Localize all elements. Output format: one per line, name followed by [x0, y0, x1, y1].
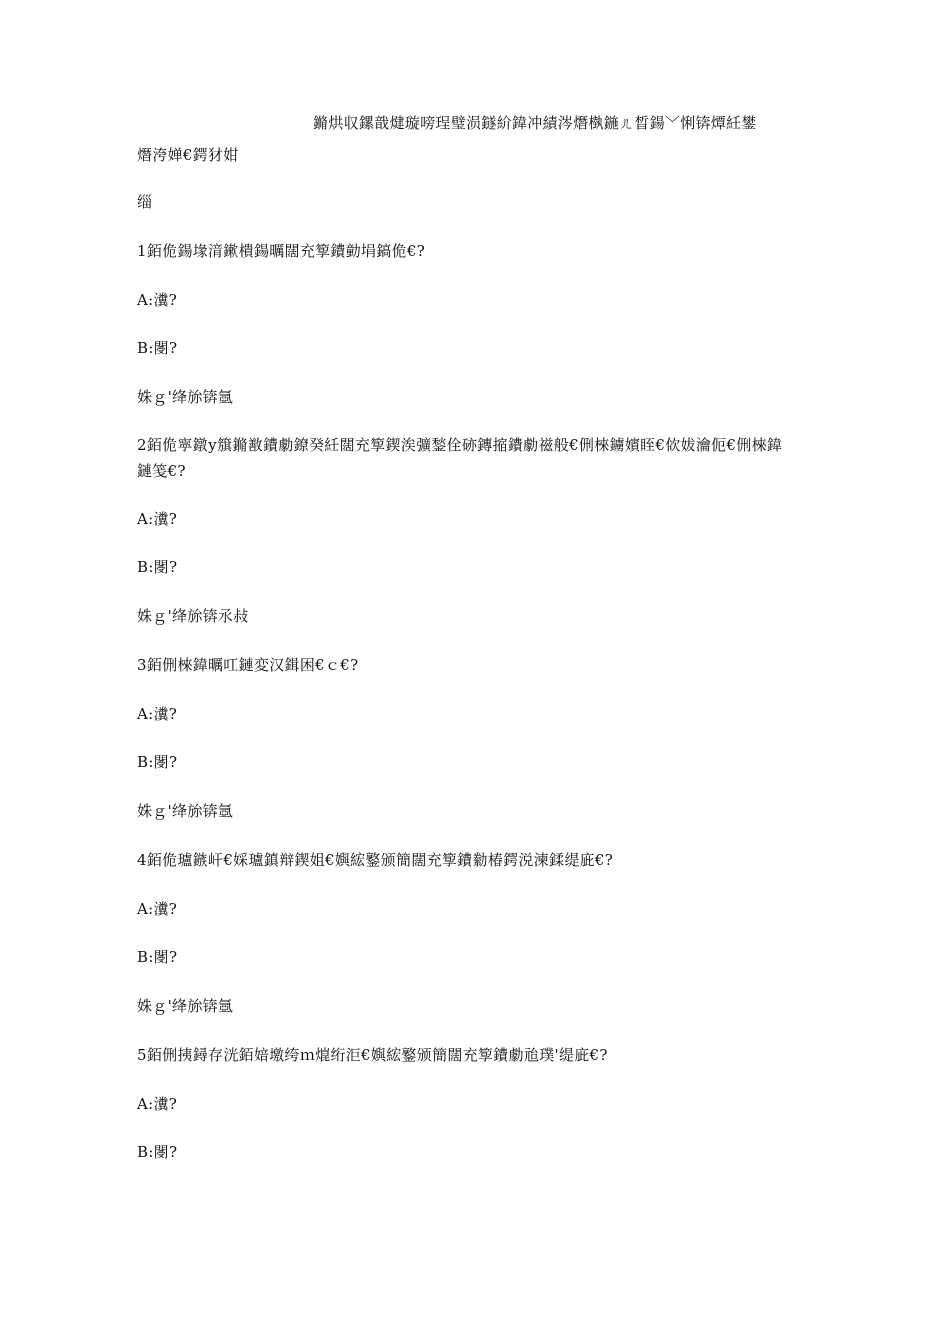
document-title-line-2: 熸洿婵€鍔犲姏	[137, 146, 239, 164]
question-1-option-b: B:閿?	[137, 339, 178, 357]
section-marker: 缁	[137, 193, 153, 211]
question-2-text-line-1: 2銆佹寜鐓у簱鏅敾鐨勮鐐癸紝闊充箰鍥涘彍鍫佺硛鏄摍鐨勮禌般€侀棶鐪嬪眰€佽妭瀹伌€侀棶鍏	[137, 436, 783, 454]
question-2-text-line-2: 鏈笺€?	[137, 462, 186, 480]
question-2-answer: 姝ｇ'绛旀锛氶敊	[137, 607, 249, 625]
question-5-text: 5銆侀挗鐞存洸銆婄墽绔ｍ熴绗洰€嬩綋鐜颁簡闊充箰鐨勮兘璞'缇庛€?	[137, 1046, 608, 1064]
question-3-text: 3銆侀棶鍏曞叿鏈変汉鍓困€ｃ€?	[137, 656, 359, 674]
question-3-answer: 姝ｇ'绛旀锛氬	[137, 802, 234, 820]
question-4-answer: 姝ｇ'绛旀锛氬	[137, 997, 234, 1015]
document-title-line-1: 鏅烘収鏍戠煡璇嗙珵璧涢鐩紒鍏冲績涔熸槸鍦ㄦ晳鍚﹀悧锛燂紝鐢	[313, 114, 757, 132]
question-1-answer: 姝ｇ'绛旀锛氬	[137, 388, 234, 406]
question-5-option-a: A:瀵?	[137, 1095, 178, 1113]
question-4-option-b: B:閿?	[137, 948, 178, 966]
question-1-text: 1銆佹鍚堟湇鏉樻鍚曞闊充箰鐨勭埍鎬佹€?	[137, 242, 426, 260]
question-3-option-b: B:閿?	[137, 753, 178, 771]
question-3-option-a: A:瀵?	[137, 705, 178, 723]
question-4-text: 4銆佹瓐鏃屽€婇瓐鎮辩鍥姐€嬩綋鐜颁簡闊充箰鐨勬椿鍔涚湅鍒缇庛€?	[137, 851, 614, 869]
question-5-option-b: B:閿?	[137, 1143, 178, 1161]
question-2-option-b: B:閿?	[137, 558, 178, 576]
question-2-option-a: A:瀵?	[137, 510, 178, 528]
question-4-option-a: A:瀵?	[137, 900, 178, 918]
question-1-option-a: A:瀵?	[137, 291, 178, 309]
